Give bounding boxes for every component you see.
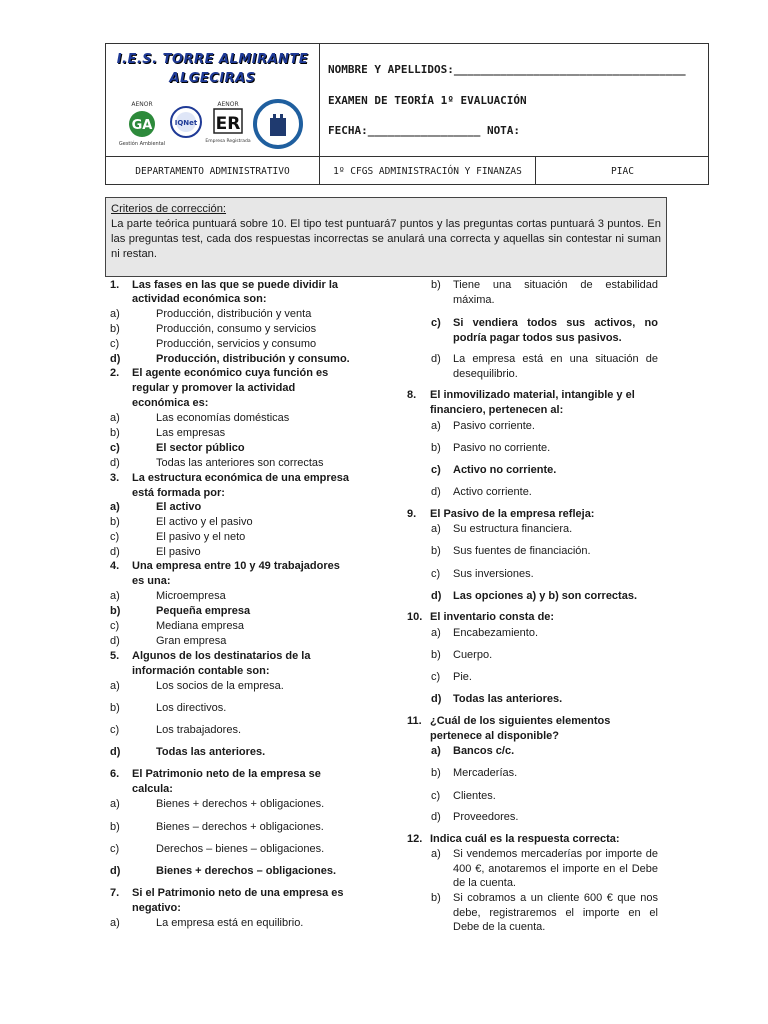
question-number: 2. [110,367,120,379]
option-letter: a) [110,501,120,513]
option-text: Mercaderías. [453,767,518,779]
option-text: El activo [156,501,202,513]
option-text: Activo corriente. [453,486,532,498]
option-text: Los directivos. [156,702,227,714]
svg-text:Gestión Ambiental: Gestión Ambiental [118,141,166,147]
option-letter: c) [431,464,441,476]
option-letter: a) [110,680,120,692]
option-letter: b) [110,516,120,528]
option-text: Producción, consumo y servicios [156,323,317,335]
option-letter: a) [431,420,441,432]
question-text: está formada por: [132,487,225,499]
option-letter: c) [431,790,441,802]
question-text: negativo: [132,902,181,914]
svg-text:AENOR: AENOR [131,101,153,108]
question-text: Algunos de los destinatarios de la [132,650,311,662]
option-text: El sector público [156,442,245,454]
question-text: El inventario consta de: [430,611,555,623]
course-cell [320,157,535,186]
question-text: El Pasivo de la empresa refleja: [430,508,595,520]
question-number: 11. [407,715,422,727]
option-text: Pie. [453,671,472,683]
option-letter: d) [431,353,441,365]
option-letter: a) [431,627,441,639]
option-letter: d) [110,635,120,647]
option-letter: a) [110,798,120,810]
option-letter: c) [110,531,120,543]
question-text: información contable son: [132,665,270,677]
grading-criteria-box [105,197,667,277]
name-field: NOMBRE Y APELLIDOS:___________________________________ [328,63,686,76]
option-letter: b) [110,605,121,617]
question-text: Las fases en las que se puede dividir la [132,279,339,291]
option-text: Producción, distribución y venta [156,308,312,320]
school-city: ALGECIRAS [169,71,256,86]
option-letter: b) [431,442,441,454]
question-number: 7. [110,887,120,899]
svg-text:AENOR: AENOR [217,101,239,108]
question-text: Una empresa entre 10 y 49 trabajadores [132,560,340,572]
date-grade-field: FECHA:_________________ NOTA: [328,124,521,137]
option-text: Proveedores. [453,811,519,823]
option-text: Derechos – bienes – obligaciones. [156,843,325,855]
option-letter: c) [110,442,120,454]
question-text: económica es: [132,397,209,409]
option-text: Producción, distribución y consumo. [156,353,350,365]
option-text: Pasivo corriente. [453,420,535,432]
question-number: 6. [110,768,120,780]
option-text: Las economías domésticas [156,412,290,424]
option-text: Bienes + derechos + obligaciones. [156,798,325,810]
question-number: 9. [407,508,417,520]
option-text: El pasivo [156,546,201,558]
option-text: Gran empresa [156,635,227,647]
school-emblem-logo [252,98,304,152]
question-number: 8. [407,389,417,401]
option-letter: d) [431,590,442,602]
question-text: financiero, pertenecen al: [430,404,564,416]
option-letter: b) [431,767,441,779]
option-letter: a) [431,745,441,757]
option-text: Todas las anteriores. [453,693,563,705]
svg-text:Empresa Registrada: Empresa Registrada [205,139,251,144]
option-text: Encabezamiento. [453,627,538,639]
option-letter: b) [110,702,120,714]
option-letter: a) [431,848,441,860]
option-text: El activo y el pasivo [156,516,253,528]
option-text: Las empresas [156,427,226,439]
option-letter: b) [431,649,441,661]
option-text: Bienes – derechos + obligaciones. [156,821,324,833]
option-text: Microempresa [156,590,226,602]
question-text: El Patrimonio neto de la empresa se [132,768,321,780]
option-letter: b) [110,821,120,833]
department-cell: DEPARTAMENTO ADMINISTRATIVO [135,165,290,177]
option-letter: c) [110,843,120,855]
question-text: es una: [132,575,171,587]
option-text: Los trabajadores. [156,724,241,736]
option-letter: b) [110,427,120,439]
question-text: ¿Cuál de los siguientes elementos [430,715,611,727]
question-text: actividad económica son: [132,293,267,305]
option-letter: b) [431,279,441,291]
option-text: Bancos c/c. [453,745,515,757]
option-text: Todas las anteriores. [156,746,266,758]
school-name: I.E.S. TORRE ALMIRANTE [116,52,309,67]
course-label: 1º CFGS ADMINISTRACIÓN Y FINANZAS [333,165,522,177]
option-text: Clientes. [453,790,496,802]
question-number: 12. [407,833,423,845]
question-number: 1. [110,279,120,291]
option-letter: c) [110,338,120,350]
question-text: Si el Patrimonio neto de una empresa es [132,887,344,899]
option-text: Pasivo no corriente. [453,442,551,454]
option-letter: d) [110,353,121,365]
svg-text:ER: ER [215,114,241,134]
question-text: calcula: [132,783,173,795]
option-text: Cuerpo. [453,649,493,661]
certification-logos [120,98,310,152]
option-letter: c) [431,317,441,329]
option-text: Sus fuentes de financiación. [453,545,591,557]
aenor-registered-logo [205,98,251,152]
exam-title: EXAMEN DE TEORÍA 1º EVALUACIÓN [328,94,527,107]
question-text: El agente económico cuya función es [132,367,329,379]
option-text: El pasivo y el neto [156,531,246,543]
option-letter: d) [110,865,121,877]
question-number: 5. [110,650,120,662]
iqnet-logo [166,98,206,152]
question-text: La estructura económica de una empresa [132,472,350,484]
question-number: 4. [110,560,120,572]
option-text: Pequeña empresa [156,605,251,617]
option-text: Su estructura financiera. [453,523,573,535]
option-text: Si cobramos a un cliente 600 € que nos debe, registraremos el importe en el Debe de la cuenta. [453,892,658,933]
option-text: Sus inversiones. [453,568,534,580]
option-letter: a) [110,308,120,320]
option-letter: c) [110,724,120,736]
svg-text:GA: GA [131,118,153,133]
option-text: Si vendemos mercaderías por importe de 400 €, anotaremos el importe en el Debe de la cuenta. [453,848,658,889]
option-letter: a) [110,917,120,929]
option-text: Mediana empresa [156,620,245,632]
option-letter: b) [431,892,441,904]
question-text: regular y promover la actividad [132,382,296,394]
aenor-environment-logo [120,98,164,152]
option-letter: a) [431,523,441,535]
svg-text:IQNet: IQNet [174,119,198,127]
option-letter: b) [110,323,120,335]
option-text: Tiene una situación de estabilidad máxima. [453,279,658,306]
option-text: Activo no corriente. [453,464,557,476]
option-text: La empresa está en equilibrio. [156,917,304,929]
question-number: 3. [110,472,120,484]
option-letter: a) [110,590,120,602]
option-text: Todas las anteriores son correctas [156,457,324,469]
question-text: El inmovilizado material, intangible y el [430,389,635,401]
option-letter: d) [110,746,121,758]
criteria-text: La parte teórica puntuará sobre 10. El tipo test puntuará7 puntos y las preguntas cortas puntuará 3 puntos. En las preguntas test, cada dos respuestas incorrectas se anulará una correcta y aquellas sin contestar ni suman ni restan. [111,218,661,260]
option-text: Si vendiera todos sus activos, no podría pagar todos sus pasivos. [453,317,658,344]
question-text: pertenece al disponible? [430,730,559,742]
option-text: Las opciones a) y b) son correctas. [453,590,638,602]
option-letter: d) [431,486,441,498]
question-number: 10. [407,611,423,623]
option-letter: a) [110,412,120,424]
exam-header [105,43,709,185]
option-letter: c) [431,671,441,683]
option-letter: d) [431,693,442,705]
option-text: La empresa está en una situación de desequilibrio. [453,353,658,380]
question-text: Indica cuál es la respuesta correcta: [430,833,620,845]
subject-cell: PIAC [611,165,634,177]
option-text: Los socios de la empresa. [156,680,284,692]
option-letter: d) [110,457,120,469]
option-text: Producción, servicios y consumo [156,338,317,350]
option-letter: b) [431,545,441,557]
option-letter: d) [110,546,120,558]
option-letter: d) [431,811,441,823]
criteria-title: Criterios de corrección: [111,203,227,215]
option-letter: c) [110,620,120,632]
option-text: Bienes + derechos – obligaciones. [156,865,337,877]
option-letter: c) [431,568,441,580]
